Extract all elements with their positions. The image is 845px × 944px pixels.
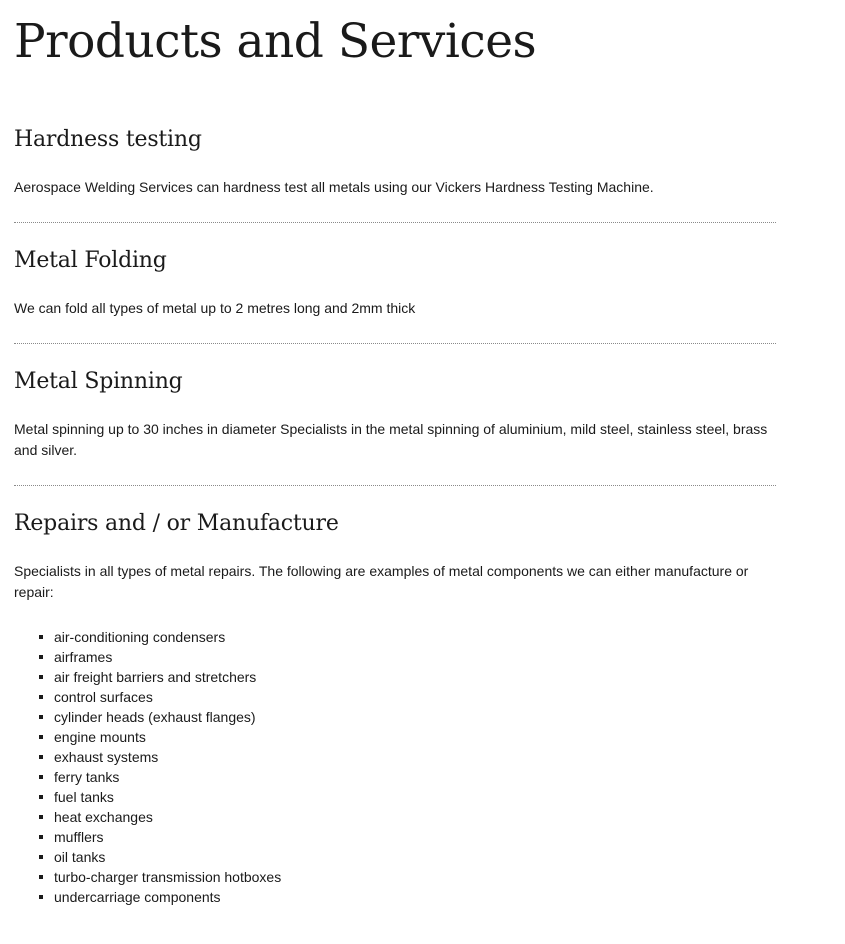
list-item: turbo-charger transmission hotboxes: [54, 867, 776, 887]
section-description: Metal spinning up to 30 inches in diameter Specialists in the metal spinning of aluminium, mild steel, stainless steel, brass and silver.: [14, 421, 768, 458]
list-item: control surfaces: [54, 687, 776, 707]
section-metal-spinning: [14, 368, 776, 461]
list-item: air freight barriers and stretchers: [54, 667, 776, 687]
list-item: mufflers: [54, 827, 776, 847]
section-heading: Metal Folding: [14, 248, 167, 273]
section-hardness-testing: [14, 126, 776, 198]
list-item: air-conditioning condensers: [54, 627, 776, 647]
list-item: oil tanks: [54, 847, 776, 867]
list-item: fuel tanks: [54, 787, 776, 807]
section-divider: [14, 222, 776, 223]
section-divider: [14, 343, 776, 344]
page-title: Products and Services: [14, 14, 537, 69]
section-description: Aerospace Welding Services can hardness test all metals using our Vickers Hardness Testing Machine.: [14, 179, 654, 195]
list-item: heat exchanges: [54, 807, 776, 827]
section-heading: Repairs and / or Manufacture: [14, 511, 339, 536]
list-item: exhaust systems: [54, 747, 776, 767]
page-content: [14, 0, 776, 907]
section-heading: Metal Spinning: [14, 369, 183, 394]
section-description: We can fold all types of metal up to 2 metres long and 2mm thick: [14, 300, 416, 316]
list-item: ferry tanks: [54, 767, 776, 787]
section-heading: Hardness testing: [14, 127, 202, 152]
list-item: engine mounts: [54, 727, 776, 747]
component-list: [14, 627, 776, 907]
section-description: Specialists in all types of metal repairs. The following are examples of metal components we can either manufacture or repair:: [14, 563, 749, 600]
list-item: undercarriage components: [54, 887, 776, 907]
section-metal-folding: [14, 247, 776, 319]
section-repairs-manufacture: [14, 510, 776, 907]
list-item: airframes: [54, 647, 776, 667]
list-item: cylinder heads (exhaust flanges): [54, 707, 776, 727]
section-divider: [14, 485, 776, 486]
